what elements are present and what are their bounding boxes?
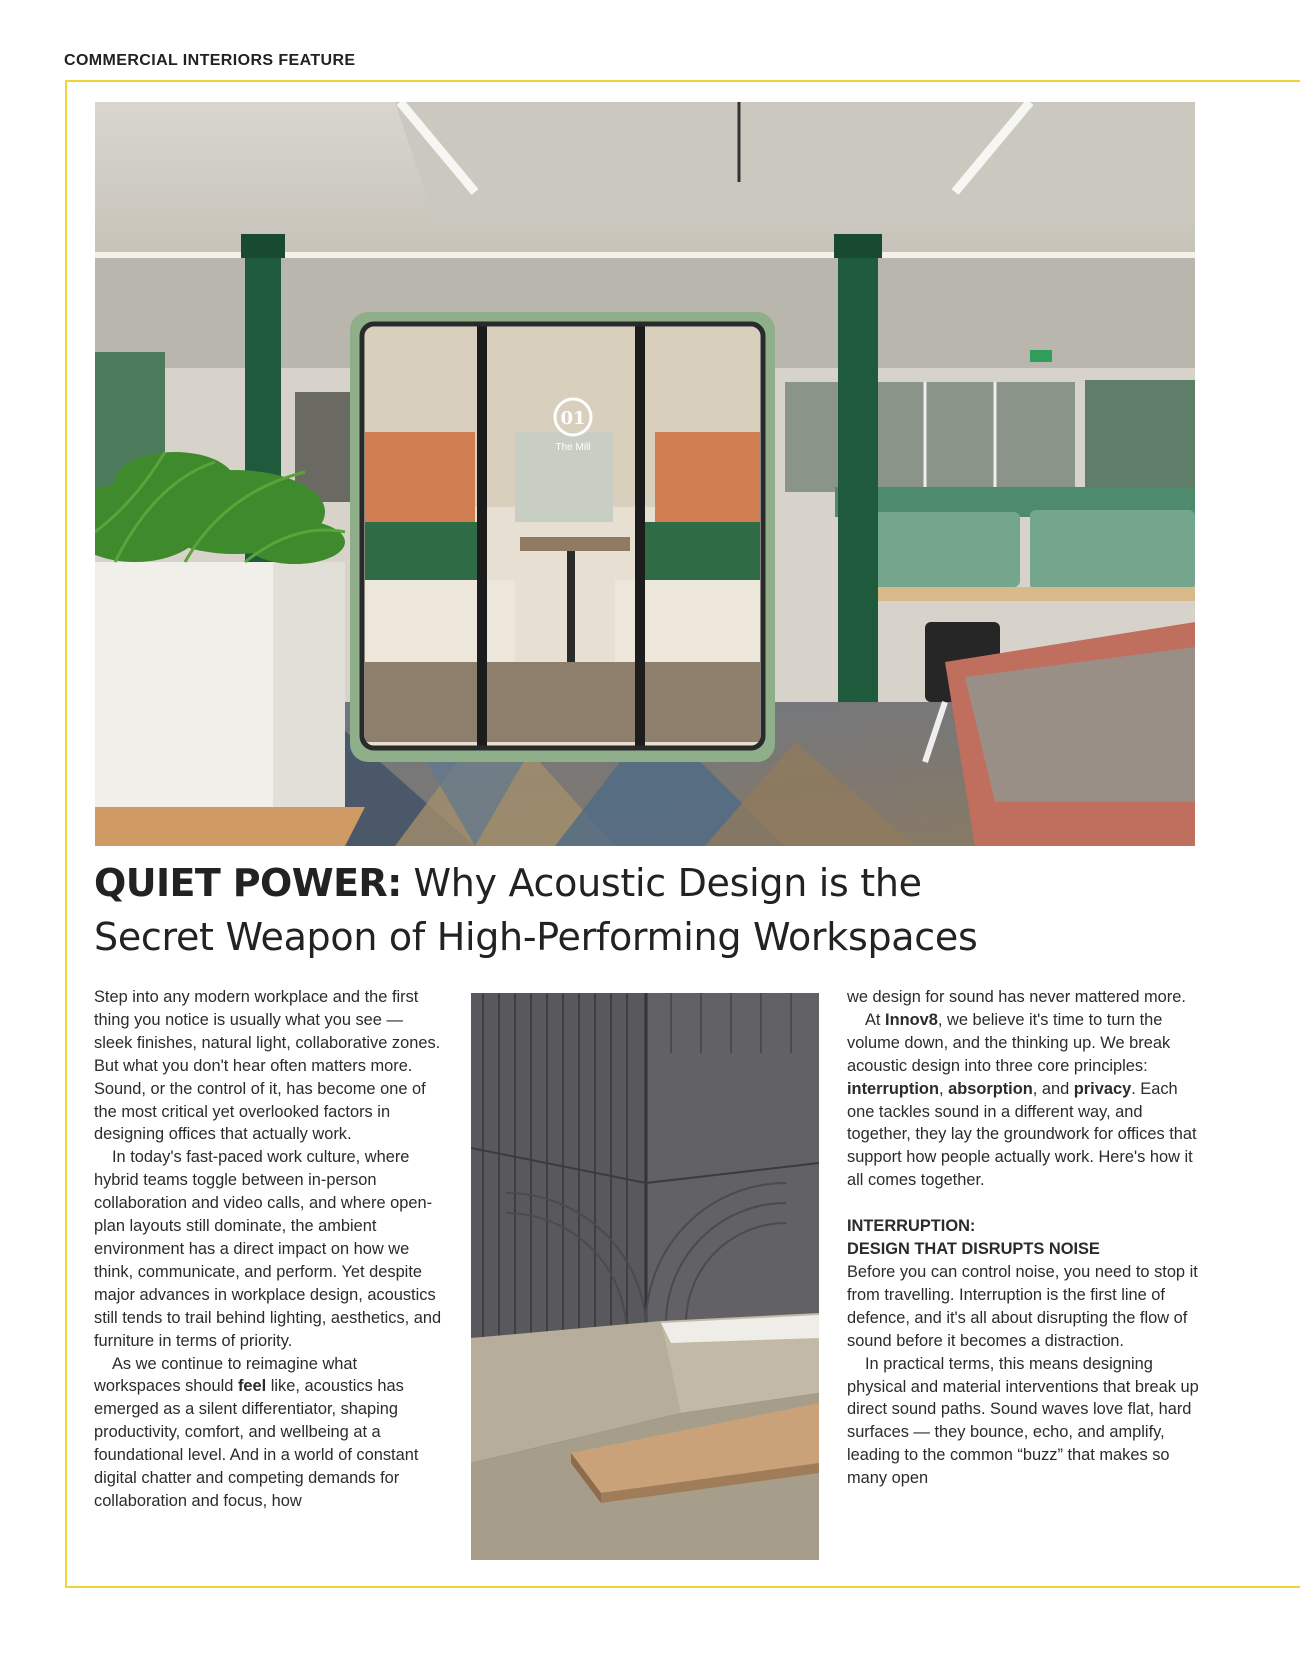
paragraph: Before you can control noise, you need to stop it from travelling. Interruption is the first line of defence, and it's all about disrupting the flow of sound before it becomes a distraction. [847,1262,1198,1350]
side-photo [471,993,819,1560]
headline-kicker: QUIET POWER: [94,861,402,905]
pod-name: The Mill [555,442,591,453]
paragraph: In today's fast-paced work culture, where hybrid teams toggle between in-person collaboration and video calls, and where open-plan layouts still dominate, the ambient environment has a direct impact on how we think, communicate, and perform. Yet despite major advances in workplace design, acoustics still tends to trail behind lighting, aesthetics, and furniture in terms of priority. [94,1148,442,1350]
headline-line-1: Why Acoustic Design is the [413,861,922,905]
emphasis-feel: feel [237,1377,267,1396]
principle-interruption: interruption [847,1079,939,1098]
hero-photo [95,102,1195,846]
left-text-column [94,986,444,1513]
article-headline [94,856,1214,964]
paragraph: At Innov8, we believe it's time to turn the volume down, and the thinking up. We break acoustic design into three core principles: interruption, absorption, and privacy. Each one tackles sound in a different way, and together, they lay the groundwork for offices that support how people actually work. Here's how it all comes together. [847,1010,1197,1190]
principle-privacy: privacy [1073,1079,1132,1098]
right-text-column [847,986,1199,1490]
principle-absorption: absorption [948,1079,1033,1098]
brand-name: Innov8 [885,1010,938,1029]
paragraph: In practical terms, this means designing physical and material interventions that break up direct sound paths. Sound waves love flat, hard surfaces — they bounce, echo, and amplify, leading to the common “buzz” that makes so many open [847,1354,1199,1488]
headline-line-2: Secret Weapon of High-Performing Workspaces [94,915,978,959]
section-subheading: INTERRUPTION: DESIGN THAT DISRUPTS NOISE [847,1217,1100,1259]
paragraph: As we continue to reimagine what workspaces should feel like, acoustics has emerged as a silent differentiator, shaping productivity, comfort, and wellbeing at a foundational level. And in a world of constant digital chatter and competing demands for collaboration and focus, how [94,1354,419,1510]
section-label: COMMERCIAL INTERIORS FEATURE [64,52,356,69]
paragraph: we design for sound has never mattered more. [847,988,1186,1006]
paragraph: Step into any modern workplace and the first thing you notice is usually what you see — sleek finishes, natural light, collaborative zones. But what you don't hear often matters more. Sound, or the control of it, has become one of the most critical yet overlooked factors in designing offices that actually work. [94,988,441,1144]
pod-number: 01 [560,408,586,429]
